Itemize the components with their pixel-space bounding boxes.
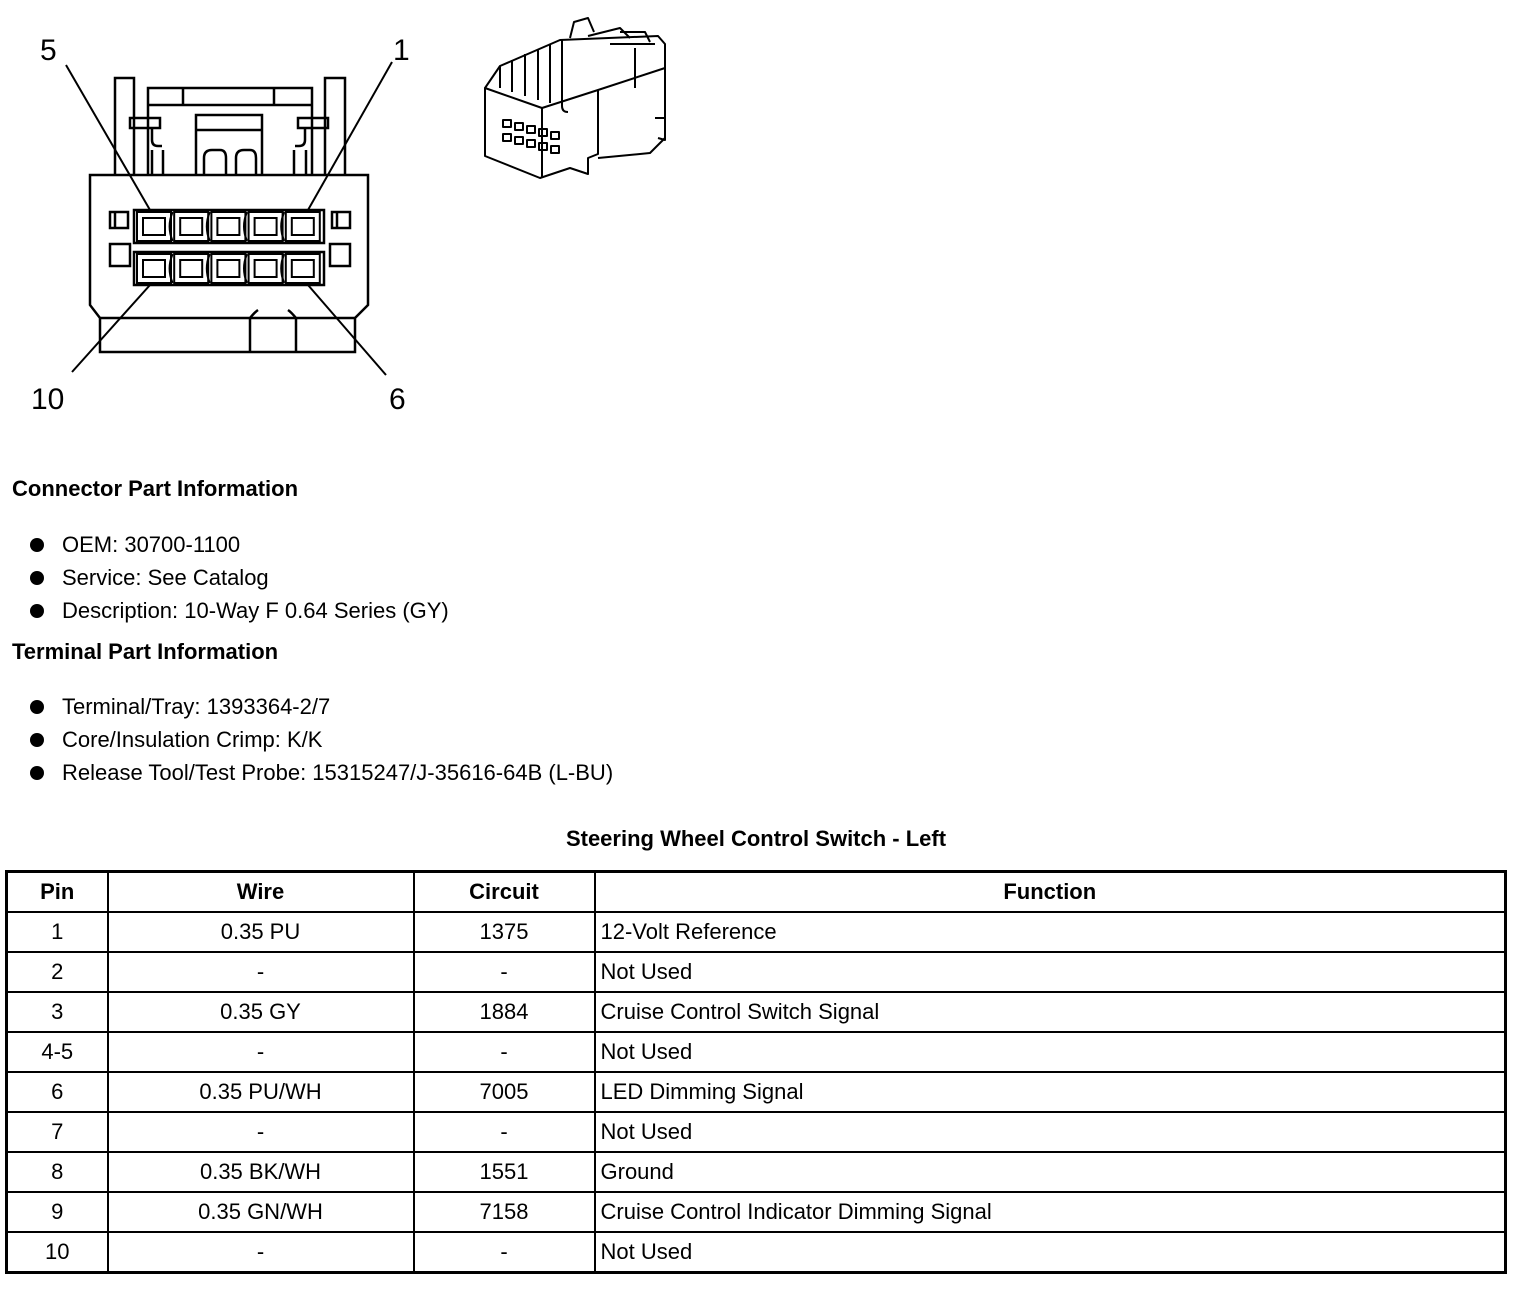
function-cell: Not Used (595, 1112, 1506, 1152)
pin-cell: 7 (7, 1112, 108, 1152)
table-header-row (7, 872, 1506, 913)
cavity-terminal (180, 218, 202, 235)
column-header-circuit: Circuit (414, 872, 595, 913)
table-row (7, 1152, 1506, 1192)
cavity-terminal (255, 260, 277, 277)
terminal-release-tool: Release Tool/Test Probe: 15315247/J-35616-64B (L-BU) (62, 760, 614, 785)
pin-callout-5: 5 (40, 34, 57, 67)
function-cell: Cruise Control Switch Signal (595, 992, 1506, 1032)
cavity-terminal (292, 218, 314, 235)
connector-face-diagram (0, 0, 440, 440)
bullet-icon (30, 604, 44, 618)
table-row (7, 1232, 1506, 1273)
table-row (7, 1032, 1506, 1072)
list-item (28, 561, 449, 594)
wire-cell: 0.35 GY (108, 992, 414, 1032)
terminal-part-heading: Terminal Part Information (12, 639, 279, 664)
wire-cell: 0.35 PU (108, 912, 414, 952)
column-header-wire: Wire (108, 872, 414, 913)
table-row (7, 1072, 1506, 1112)
pin-cell: 4-5 (7, 1032, 108, 1072)
table-row (7, 992, 1506, 1032)
cavity-terminal (143, 260, 165, 277)
wire-cell: - (108, 1032, 414, 1072)
pin-callout-10: 10 (31, 383, 65, 416)
table-row (7, 952, 1506, 992)
pin-cell: 3 (7, 992, 108, 1032)
column-header-function: Function (595, 872, 1506, 913)
circuit-cell: - (414, 1112, 595, 1152)
circuit-cell: 1884 (414, 992, 595, 1032)
circuit-cell: - (414, 952, 595, 992)
connector-part-heading: Connector Part Information (12, 476, 299, 501)
function-cell: Not Used (595, 1032, 1506, 1072)
pin-cell: 8 (7, 1152, 108, 1192)
wire-cell: 0.35 BK/WH (108, 1152, 414, 1192)
table-row (7, 1192, 1506, 1232)
pin-cell: 9 (7, 1192, 108, 1232)
connector-oem: OEM: 30700-1100 (62, 532, 241, 557)
connector-description: Description: 10-Way F 0.64 Series (GY) (62, 598, 449, 623)
wire-cell: - (108, 1232, 414, 1273)
connector-isometric-image (470, 8, 680, 188)
function-cell: Not Used (595, 952, 1506, 992)
bullet-icon (30, 766, 44, 780)
circuit-cell: 1551 (414, 1152, 595, 1192)
pin-callout-6: 6 (389, 383, 406, 416)
terminal-tray: Terminal/Tray: 1393364-2/7 (62, 694, 331, 719)
pin-cell: 6 (7, 1072, 108, 1112)
bullet-icon (30, 538, 44, 552)
function-cell: LED Dimming Signal (595, 1072, 1506, 1112)
cavity-terminal (292, 260, 314, 277)
wire-cell: - (108, 952, 414, 992)
cavity-terminal (217, 260, 239, 277)
list-item (28, 528, 449, 561)
wire-cell: 0.35 PU/WH (108, 1072, 414, 1112)
table-row (7, 912, 1506, 952)
list-item (28, 594, 449, 627)
terminal-crimp: Core/Insulation Crimp: K/K (62, 727, 323, 752)
pin-table (5, 870, 1507, 1274)
circuit-cell: 7005 (414, 1072, 595, 1112)
circuit-cell: - (414, 1032, 595, 1072)
terminal-part-list (28, 690, 613, 789)
pin-cell: 2 (7, 952, 108, 992)
function-cell: 12-Volt Reference (595, 912, 1506, 952)
list-item (28, 690, 613, 723)
bullet-icon (30, 733, 44, 747)
column-header-pin: Pin (7, 872, 108, 913)
cavity-terminal (180, 260, 202, 277)
wire-cell: 0.35 GN/WH (108, 1192, 414, 1232)
function-cell: Cruise Control Indicator Dimming Signal (595, 1192, 1506, 1232)
bullet-icon (30, 571, 44, 585)
wire-cell: - (108, 1112, 414, 1152)
circuit-cell: 1375 (414, 912, 595, 952)
table-title: Steering Wheel Control Switch - Left (565, 826, 947, 851)
pin-callout-1: 1 (393, 34, 410, 67)
pin-cell: 10 (7, 1232, 108, 1273)
cavity-terminal (255, 218, 277, 235)
cavity-terminal (143, 218, 165, 235)
cavity-terminal (217, 218, 239, 235)
circuit-cell: 7158 (414, 1192, 595, 1232)
function-cell: Ground (595, 1152, 1506, 1192)
bullet-icon (30, 700, 44, 714)
connector-service: Service: See Catalog (62, 565, 269, 590)
function-cell: Not Used (595, 1232, 1506, 1273)
pin-cell: 1 (7, 912, 108, 952)
list-item (28, 723, 613, 756)
table-row (7, 1112, 1506, 1152)
circuit-cell: - (414, 1232, 595, 1273)
list-item (28, 756, 613, 789)
connector-part-list (28, 528, 449, 627)
